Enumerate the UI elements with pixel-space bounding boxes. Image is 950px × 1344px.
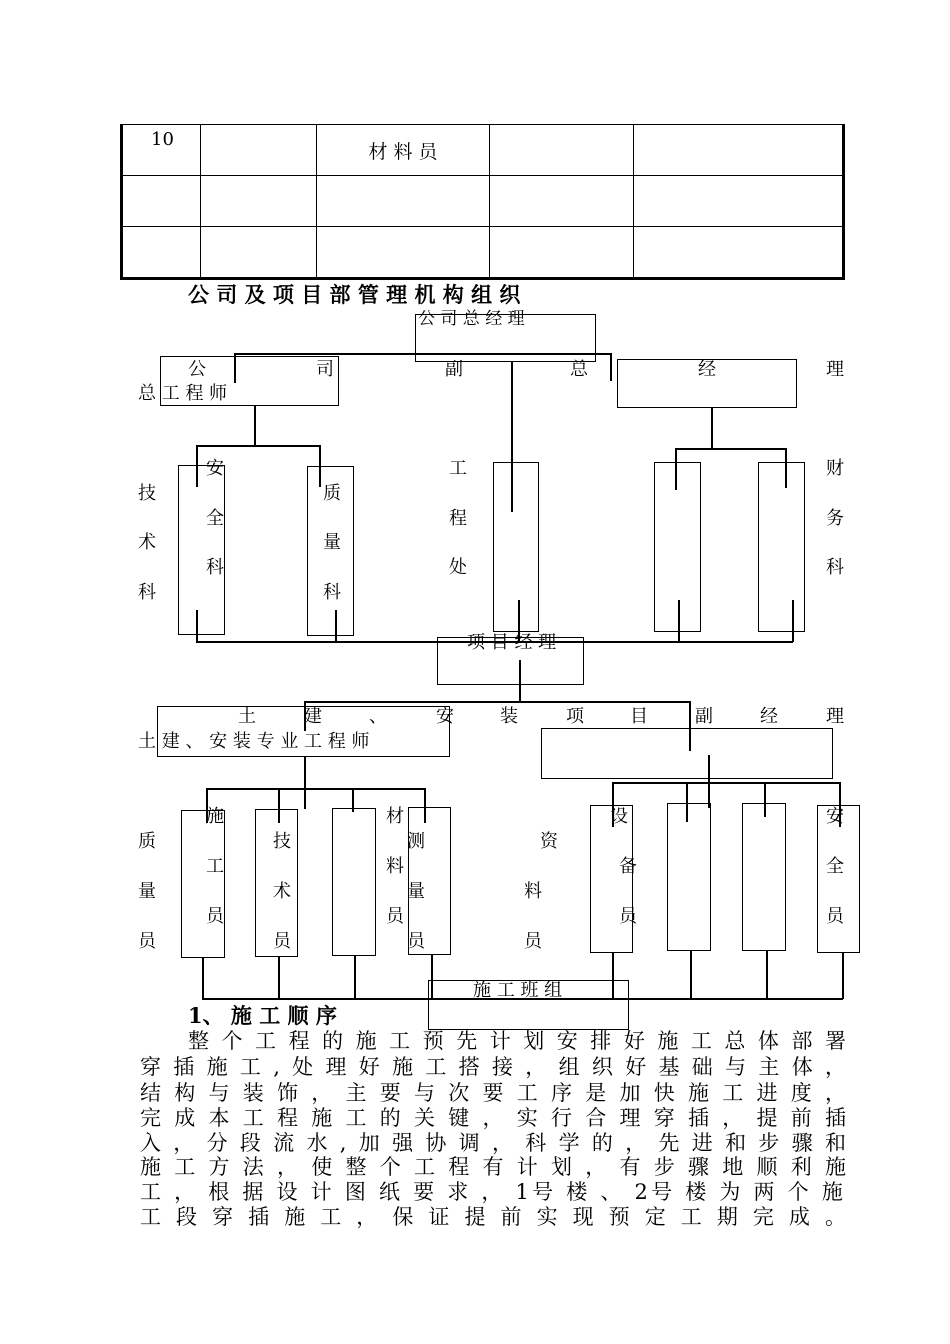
table-row — [122, 176, 844, 227]
specialist-engineer-label: 土 建 、 安 装 专 业 工 程 师 — [138, 731, 370, 752]
label-char: 安 — [826, 806, 844, 827]
label-char: 科 — [206, 557, 224, 578]
paragraph-line: 穿 插 施 工 , 处 理 好 施 工 搭 接 ， 组 织 好 基 础 与 主 体 ， — [140, 1055, 849, 1079]
label-char: 量 — [138, 881, 156, 902]
paragraph-line: 整 个 工 程 的 施 工 预 先 计 划 安 排 好 施 工 总 体 部 署 — [188, 1029, 849, 1053]
label-char: 测 — [407, 831, 425, 852]
label-char: 量 — [407, 881, 425, 902]
connector — [792, 600, 794, 642]
paragraph-line: 完 成 本 工 程 施 工 的 关 键 ， 实 行 合 理 穿 插 ， 提 前 插 — [140, 1106, 850, 1130]
paragraph-line: 入 ， 分 段 流 水 , 加 强 协 调 ， 科 学 的 ， 先 进 和 步 骤 和 — [140, 1131, 849, 1155]
connector — [202, 958, 204, 999]
connector — [610, 353, 612, 381]
label-char: 员 — [524, 931, 542, 952]
finance-right-box — [758, 462, 805, 632]
paragraph-line: 工 ， 根 据 设 计 图 纸 要 求 ， 1号 楼 、 2号 楼 为 两 个 施 — [140, 1180, 846, 1204]
label-char: 安 — [436, 706, 454, 727]
label-char: 土 — [238, 706, 256, 727]
label-char: 工 — [206, 856, 224, 877]
label-char: 料 — [524, 881, 542, 902]
label-char: 经 — [698, 359, 716, 380]
deputy-pm-box — [541, 728, 833, 779]
label-char: 员 — [826, 906, 844, 927]
label-char: 设 — [610, 806, 628, 827]
connector — [254, 406, 256, 446]
safety-dept-box — [178, 465, 225, 635]
table-cell — [201, 227, 317, 279]
label-char: 术 — [273, 881, 291, 902]
connector — [519, 660, 521, 702]
connector — [196, 610, 198, 642]
connector — [711, 408, 713, 448]
chief-engineer-label: 总 工 程 师 — [138, 383, 228, 404]
label-char: 员 — [273, 931, 291, 952]
connector — [304, 701, 690, 703]
connector — [335, 610, 337, 642]
label-char: 技 — [273, 831, 291, 852]
label-char: 处 — [449, 557, 467, 578]
label-char: 质 — [323, 483, 341, 504]
label-char: 技 — [138, 483, 156, 504]
connector — [206, 788, 425, 790]
label-char: 料 — [386, 856, 404, 877]
label-char: 务 — [826, 508, 844, 529]
label-char: 总 — [570, 359, 588, 380]
label-char: 科 — [138, 582, 156, 603]
org-chart-title: 公 司 及 项 目 部 管 理 机 构 组 织 — [188, 282, 521, 307]
table-cell — [122, 227, 201, 279]
label-char: 备 — [619, 856, 637, 877]
label-char: 量 — [323, 532, 341, 553]
table-cell — [201, 125, 317, 176]
table-cell — [634, 125, 844, 176]
label-char: 经 — [760, 706, 778, 727]
paragraph-line: 结 构 与 装 饰 ， 主 要 与 次 要 工 序 是 加 快 施 工 进 度 ， — [140, 1081, 850, 1105]
table-cell: 10 — [122, 125, 201, 176]
label-char: 员 — [138, 931, 156, 952]
table-row — [122, 227, 844, 279]
label-char: 公 — [188, 359, 206, 380]
label-char: 理 — [826, 706, 844, 727]
paragraph-line: 施 工 方 法 ， 使 整 个 工 程 有 计 划 ， 有 步 骤 地 顺 利 施 — [140, 1155, 850, 1179]
label-char: 司 — [316, 359, 334, 380]
table-cell — [317, 176, 490, 227]
work-team-label: 施 工 班 组 — [473, 980, 563, 1001]
paragraph-line: 工 段 穿 插 施 工 ， 保 证 提 前 实 现 预 定 工 期 完 成 。 — [140, 1205, 851, 1229]
table-cell — [490, 176, 634, 227]
label-char: 质 — [138, 831, 156, 852]
label-char: 材 — [386, 806, 404, 827]
label-char: 术 — [138, 532, 156, 553]
table-cell — [122, 176, 201, 227]
table-cell: 材 料 员 — [317, 125, 490, 176]
connector — [690, 951, 692, 999]
connector — [612, 782, 840, 784]
label-char: 施 — [206, 806, 224, 827]
section-heading: 1、 施 工 顺 序 — [188, 1003, 337, 1028]
label-char: 理 — [826, 359, 844, 380]
label-char: 财 — [826, 458, 844, 479]
label-char: 科 — [826, 557, 844, 578]
equipment-staff-box — [590, 805, 633, 953]
label-char: 全 — [826, 856, 844, 877]
connector — [304, 757, 306, 809]
label-char: 项 — [566, 706, 584, 727]
connector — [675, 448, 786, 450]
connector — [234, 353, 611, 355]
label-char: 资 — [540, 831, 558, 852]
connector — [842, 953, 844, 999]
label-char: 、 — [369, 706, 387, 727]
deputy-staff-box-1 — [667, 803, 711, 951]
connector — [278, 957, 280, 999]
gm-label: 公 司 总 经 理 — [418, 309, 525, 329]
table-cell — [490, 227, 634, 279]
pm-label: 项 目 经 理 — [467, 632, 557, 653]
label-char: 副 — [445, 359, 463, 380]
label-char: 员 — [386, 906, 404, 927]
label-char: 建 — [304, 706, 322, 727]
label-char: 员 — [407, 931, 425, 952]
staff-table — [120, 124, 845, 280]
label-char: 程 — [449, 508, 467, 529]
deputy-staff-box-2 — [742, 803, 786, 951]
table-cell — [490, 125, 634, 176]
connector — [354, 956, 356, 999]
label-char: 员 — [619, 906, 637, 927]
safety-staff-box — [817, 805, 860, 953]
construction-staff-box — [181, 806, 225, 958]
table-cell — [634, 176, 844, 227]
label-char: 装 — [500, 706, 518, 727]
connector — [196, 445, 320, 447]
label-char: 目 — [630, 706, 648, 727]
engineering-dept-box — [493, 462, 539, 632]
table-cell — [317, 227, 490, 279]
table-cell — [634, 227, 844, 279]
connector — [678, 600, 680, 642]
material-staff-box — [332, 808, 376, 956]
label-char: 科 — [323, 582, 341, 603]
label-char: 员 — [206, 906, 224, 927]
table-row — [122, 125, 844, 176]
label-char: 副 — [695, 706, 713, 727]
connector — [766, 951, 768, 999]
table-cell — [201, 176, 317, 227]
label-char: 安 — [206, 458, 224, 479]
label-char: 工 — [449, 458, 467, 479]
label-char: 全 — [206, 508, 224, 529]
